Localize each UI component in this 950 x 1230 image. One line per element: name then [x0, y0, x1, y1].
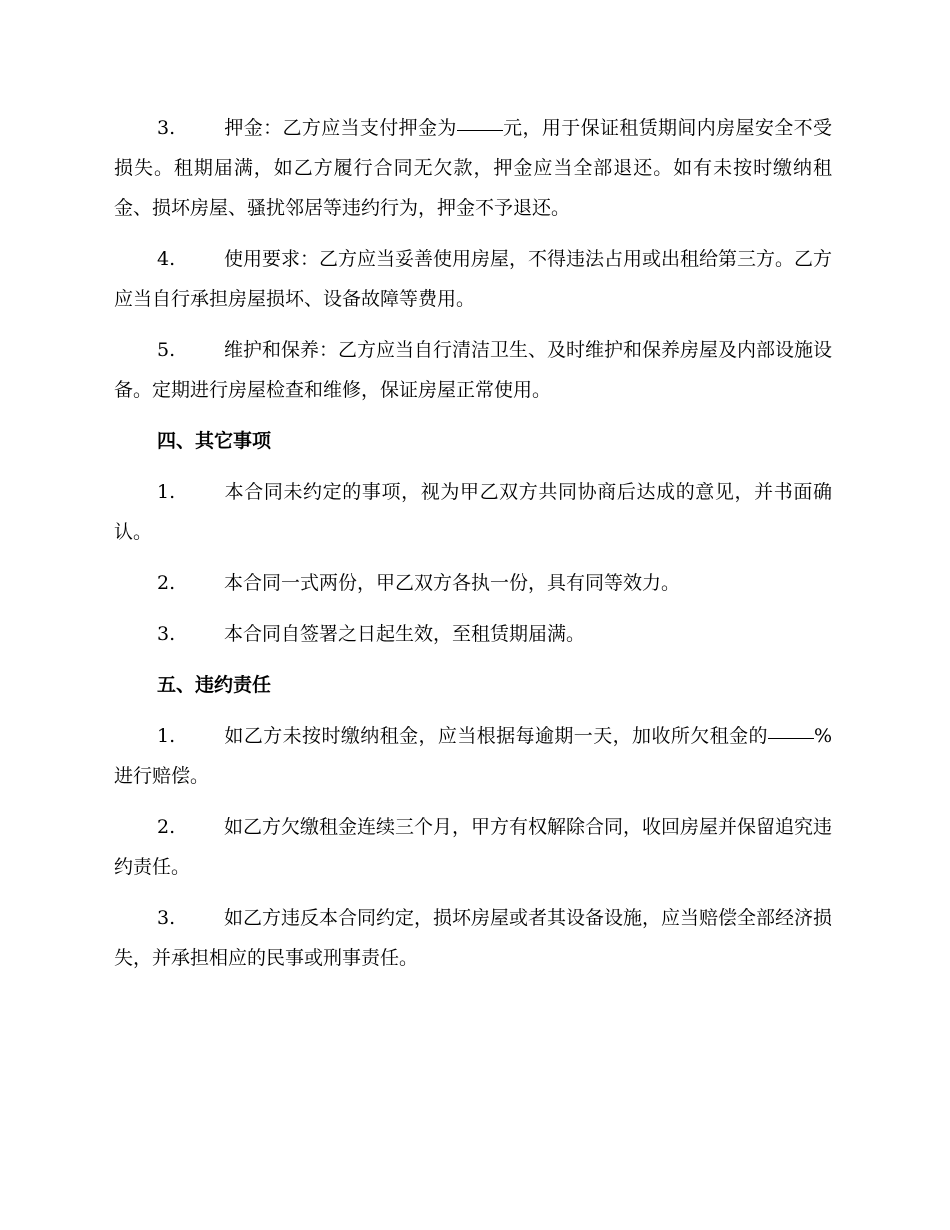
- clause-number: 1.: [157, 481, 176, 503]
- clause-text-cont: 元，用于保证租赁期间内房屋安全不受损失。租期届满，如乙方履行合同无欠款，押金应当全部退还。如有未按时缴纳租金、损坏房屋、骚扰邻居等违约行为，押金不予退还。: [114, 117, 832, 219]
- blank-fill-line: [768, 737, 814, 739]
- section-heading-liability: 五、违约责任: [157, 674, 272, 696]
- clause-late-payment: [114, 716, 832, 796]
- clause-number: 3.: [157, 907, 176, 929]
- clause-number: 4.: [157, 248, 176, 270]
- clause-text: 如乙方违反本合同约定，损坏房屋或者其设备设施，应当赔偿全部经济损失，并承担相应的民事或刑事责任。: [114, 907, 833, 969]
- blank-fill-line: [457, 129, 503, 131]
- clause-text: 维护和保养：乙方应当自行清洁卫生、及时维护和保养房屋及内部设施设备。定期进行房屋检查和维修，保证房屋正常使用。: [114, 339, 833, 401]
- clause-maintenance: [114, 330, 832, 410]
- clause-text: 押金：乙方应当支付押金为: [224, 117, 457, 139]
- clause-text-cont: %进行赔偿。: [114, 725, 832, 787]
- clause-text: 本合同自签署之日起生效，至租赁期届满。: [224, 623, 586, 645]
- clause-text: 使用要求：乙方应当妥善使用房屋，不得违法占用或出租给第三方。乙方应当自行承担房屋损坏、设备故障等费用。: [114, 248, 833, 310]
- clause-text: 本合同一式两份，甲乙双方各执一份，具有同等效力。: [224, 572, 681, 594]
- clause-copies: [114, 563, 832, 603]
- clause-number: 3.: [157, 623, 176, 645]
- clause-deposit: [114, 108, 832, 228]
- clause-usage: [114, 239, 832, 319]
- section-heading-other-matters: 四、其它事项: [157, 430, 272, 452]
- clause-unspecified: [114, 472, 832, 552]
- clause-effective: [114, 614, 832, 654]
- clause-damage: [114, 898, 832, 978]
- clause-text: 如乙方未按时缴纳租金，应当根据每逾期一天，加收所欠租金的: [224, 725, 768, 747]
- clause-arrears: [114, 807, 832, 887]
- clause-text: 本合同未约定的事项，视为甲乙双方共同协商后达成的意见，并书面确认。: [114, 481, 832, 543]
- clause-text: 如乙方欠缴租金连续三个月，甲方有权解除合同，收回房屋并保留追究违约责任。: [114, 816, 833, 878]
- clause-number: 3.: [157, 117, 176, 139]
- clause-number: 2.: [157, 816, 176, 838]
- document-body: [114, 108, 832, 989]
- clause-number: 1.: [157, 725, 176, 747]
- clause-number: 2.: [157, 572, 176, 594]
- clause-number: 5.: [157, 339, 176, 361]
